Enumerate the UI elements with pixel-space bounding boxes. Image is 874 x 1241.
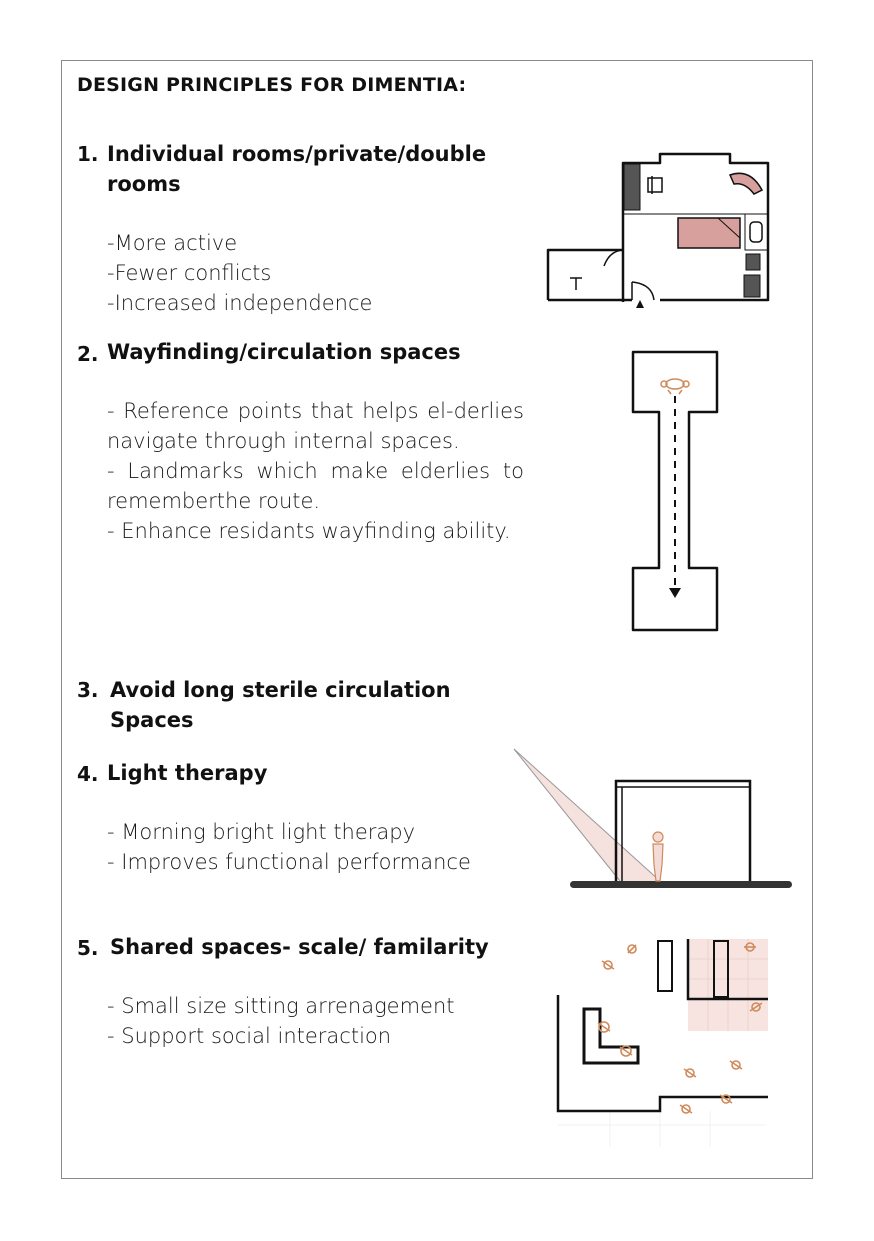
section-5-heading-line-1: Shared spaces- scale/ familarity xyxy=(110,935,489,959)
section-3-heading xyxy=(110,675,451,735)
section-2-point: - Landmarks which make elderlies to rememberthe route. xyxy=(107,459,524,513)
section-1-heading-line-1: Individual rooms/private/double xyxy=(107,142,487,166)
light-therapy-illustration xyxy=(510,745,800,895)
page-title: DESIGN PRINCIPLES FOR DIMENTIA: xyxy=(77,74,467,96)
section-2-point: - Reference points that helps el-derlies navigate through internal spaces. xyxy=(107,399,524,453)
section-1-points xyxy=(107,228,372,318)
section-1-heading xyxy=(107,139,486,199)
section-4-point: - Morning bright light therapy xyxy=(107,820,416,844)
section-1-point: -Fewer conflicts xyxy=(107,261,272,285)
section-5-point: - Small size sitting arrenagement xyxy=(107,994,455,1018)
section-4-number: 4. xyxy=(77,762,99,786)
section-2-points xyxy=(107,396,524,546)
section-5-points xyxy=(107,991,455,1051)
room-plan-illustration xyxy=(540,150,780,320)
section-2-heading-line-1: Wayfinding/circulation spaces xyxy=(107,340,461,364)
section-3-heading-line-1: Avoid long sterile circulation xyxy=(110,678,451,702)
section-5-heading xyxy=(110,932,489,962)
section-5-number: 5. xyxy=(77,936,99,960)
section-4-points xyxy=(107,817,471,877)
section-1-point: -More active xyxy=(107,231,238,255)
section-5-point: - Support social interaction xyxy=(107,1024,392,1048)
section-1-point: -Increased independence xyxy=(107,291,373,315)
section-3-heading-line-2: Spaces xyxy=(110,708,194,732)
section-1-number: 1. xyxy=(77,142,99,166)
section-3-number: 3. xyxy=(77,678,99,702)
section-4-heading-line-1: Light therapy xyxy=(107,761,268,785)
shared-space-illustration xyxy=(550,935,775,1155)
section-1-heading-line-2: rooms xyxy=(107,172,181,196)
section-2-heading xyxy=(107,337,461,367)
section-4-point: - Improves functional performance xyxy=(107,850,471,874)
corridor-illustration xyxy=(625,348,725,638)
section-2-number: 2. xyxy=(77,342,99,366)
section-2-point: - Enhance residants wayfinding ability. xyxy=(107,519,511,543)
section-4-heading xyxy=(107,758,267,788)
